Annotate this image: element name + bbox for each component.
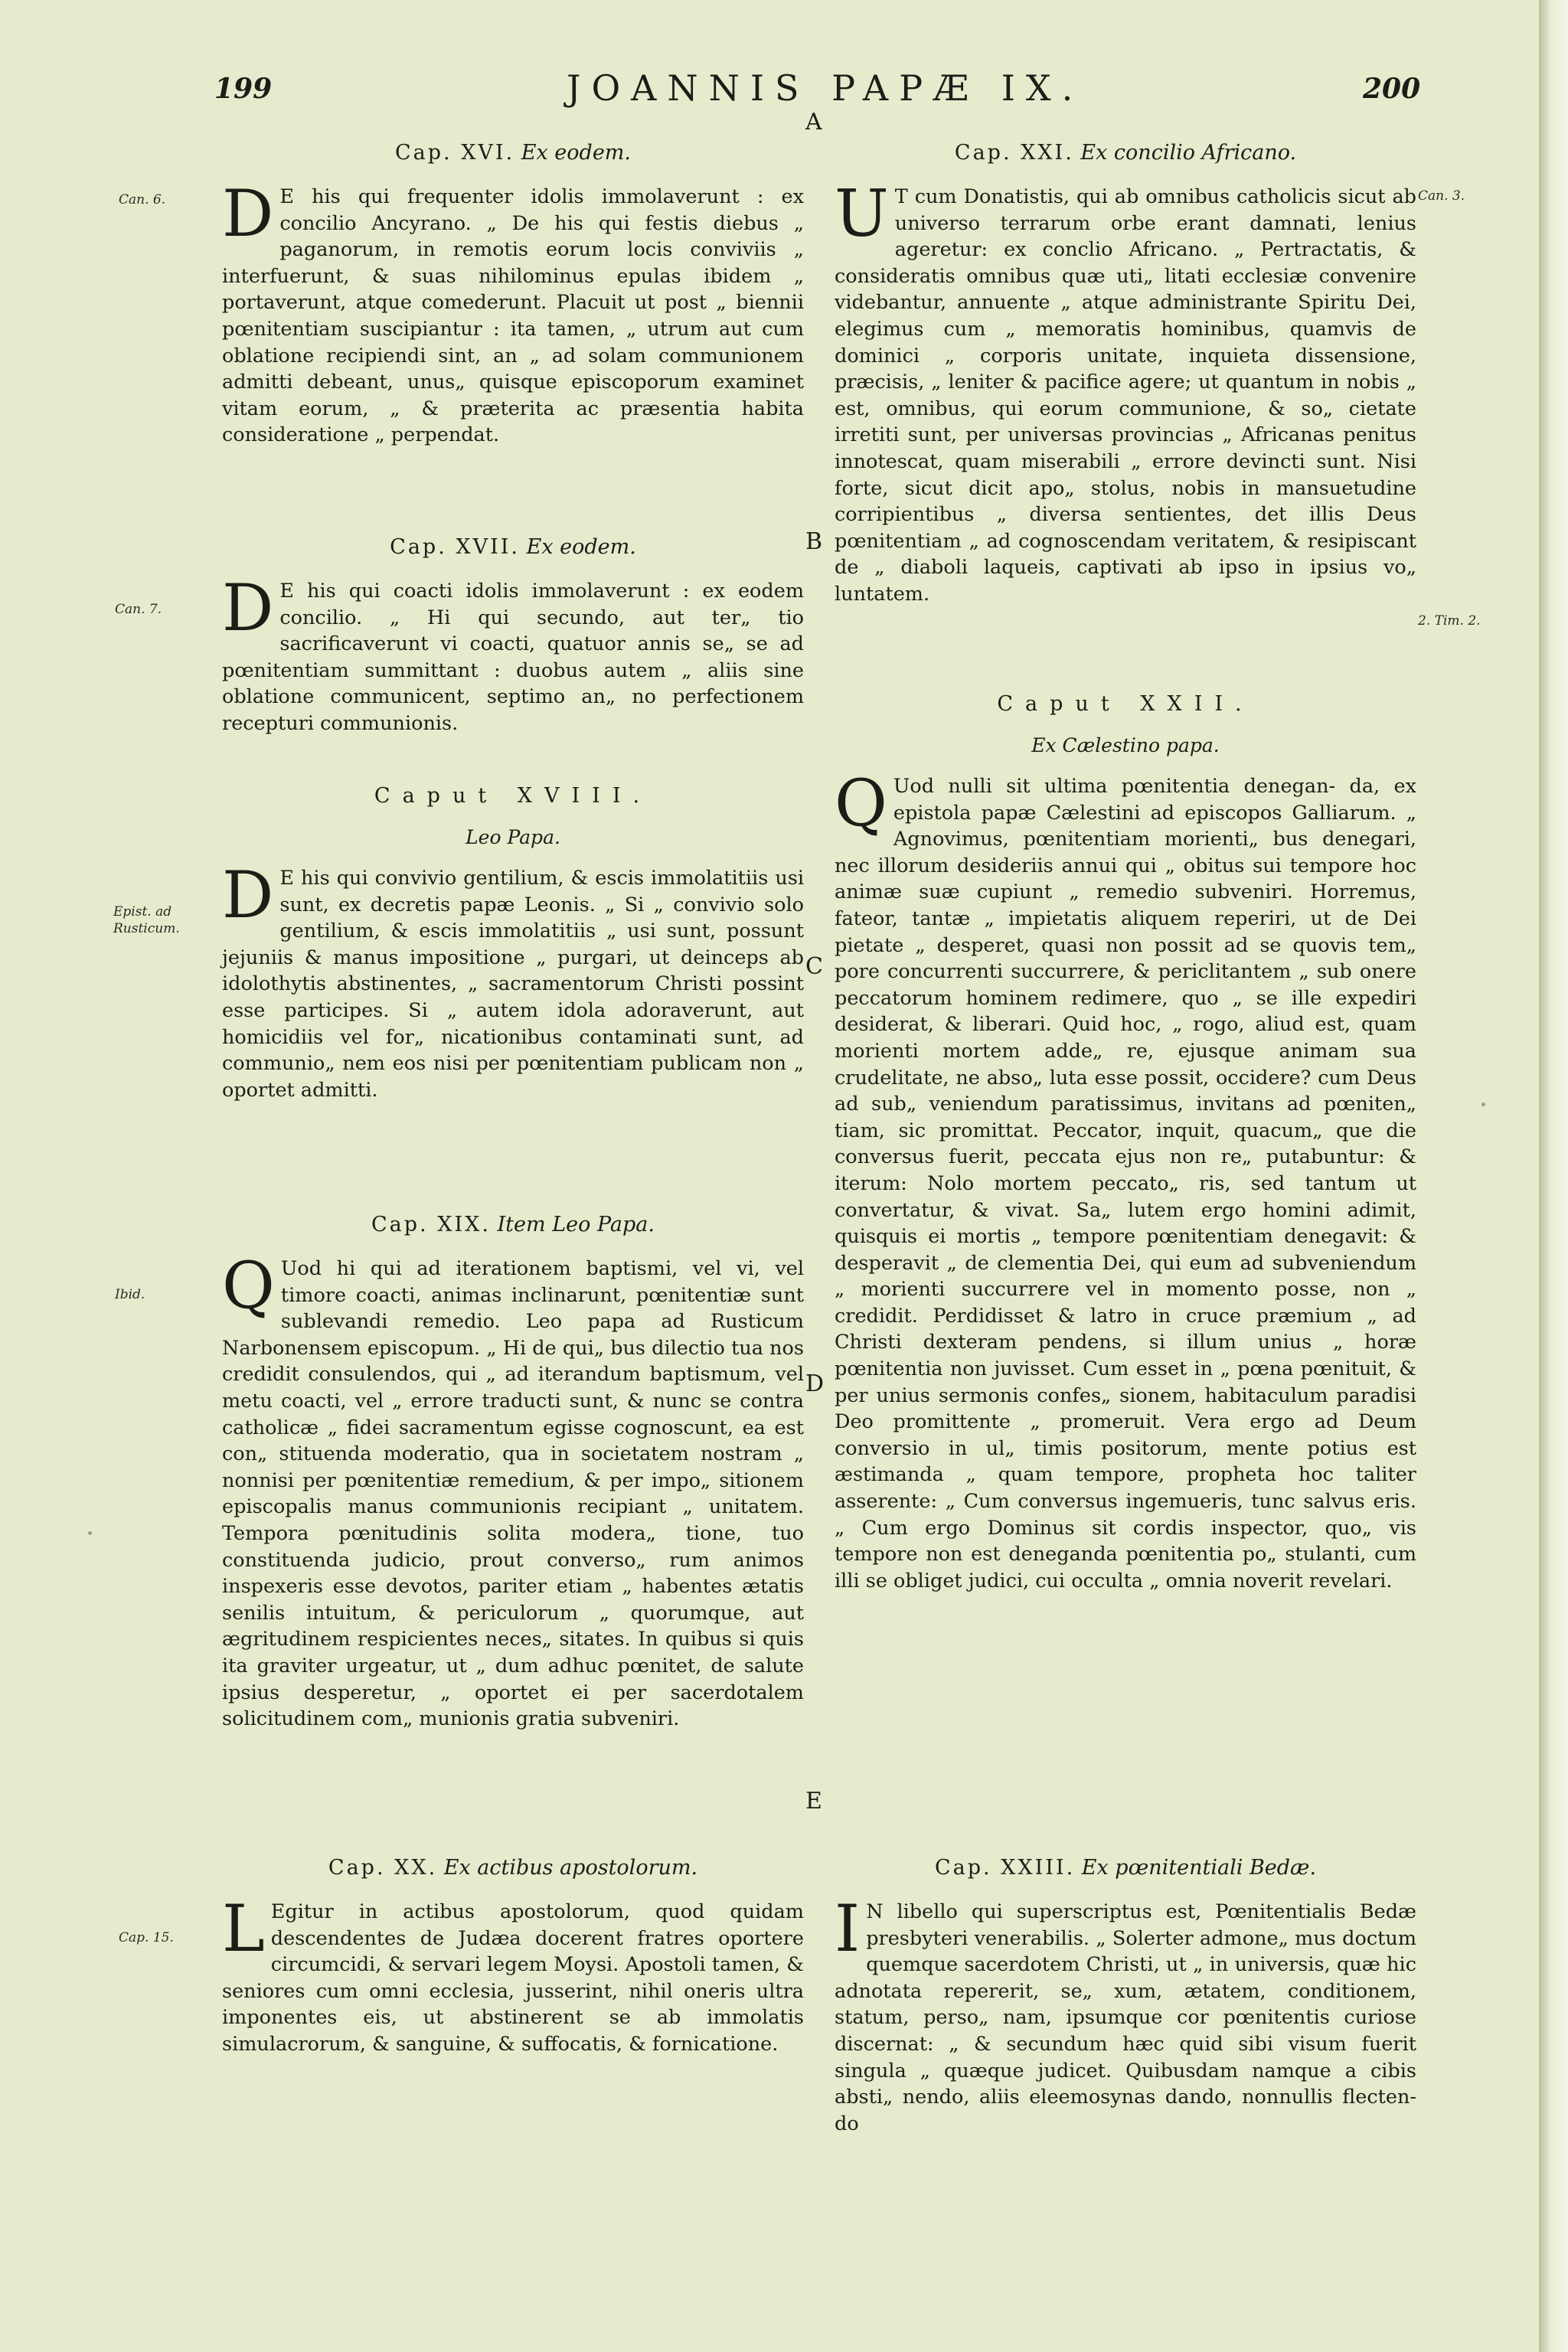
chapter-subheading: Ex Cælestino papa. — [1031, 734, 1220, 756]
chapter-heading: Cap. XVI. Ex eodem. — [395, 141, 631, 165]
chapter-xxiii — [835, 1853, 1416, 2137]
drop-cap: I — [835, 1891, 861, 1966]
chapter-xxi — [835, 138, 1416, 608]
section-marker-e: E — [805, 1788, 822, 1815]
chapter-text: D E his qui convivio gentilium, & escis immolatitiis usi sunt, ex decretis papæ Leonis. „ Si „ convivio solo gentilium, & escis immolatitiis „ usi sunt, possunt jejuniis & manus impositione „ purgari, ut deinceps ab idolothytis abstinentes, „ sacramentorum Christi possint esse participes. Si „ autem idola adoraverunt, aut homicidiis vel for„ nicationibus contaminati sunt, ad communio„ nem eos nisi per pœnitentiam publicam non „ oportet admitti. — [222, 858, 804, 1102]
drop-cap: L — [222, 1891, 265, 1966]
paper-speck — [1481, 1102, 1485, 1106]
margin-note-2-tim: 2. Tim. 2. — [1418, 613, 1481, 629]
chapter-text: Q Uod hi qui ad iterationem baptismi, vel vi, vel timore coacti, animas inclinarunt, pœnitentiæ sunt sublevandi remedio. Leo papa ad Rusticum Narbonensem episcopum. „ Hi de qui„ bus dilectio tua nos credidit consulendos, qui „ ad iterandum baptismum, vel metu coacti, vel „ errore traducti sunt, & nunc se contra catholicæ „ fidei sacramentum egisse cognoscunt, ea est con„ stituenda moderatio, qua in societatem nostram „ nonnisi per pœnitentiæ remedium, & per impo„ sitionem episcopalis manus communionis recipiant „ unitatem. Tempora pœnitudinis solita modera„ tione, tuo constituenda judicio, prout converso„ rum animos inspexeris esse devotos, pariter etiam „ habentes ætatis senilis intuitum, & periculorum „ quorumque, aut ægritudinem respicientes neces„ sitates. In quibus si quis ita graviter urgeatur, ut „ dum adhuc pœnitet, de salute ipsius desperetur, „ oportet ei per sacerdotalem solicitudinem com„ munionis gratia subveniri. — [222, 1248, 804, 1731]
chapter-heading: Cap. XXIII. Ex pœnitentiali Bedæ. — [934, 1856, 1317, 1880]
chapter-heading: Cap. XX. Ex actibus apostolorum. — [328, 1856, 698, 1880]
chapter-heading: Cap. XXI. Ex concilio Africano. — [954, 141, 1297, 165]
chapter-text: D E his qui frequenter idolis immolaverunt : ex concilio Ancyrano. „ De his qui festis diebus „ paganorum, in remotis eorum locis conviviis „ interfuerunt, & suas nihilominus epulas ibidem „ portaverunt, atque comederunt. Placuit ut post „ biennii pœnitentiam suscipiantur : ita tamen, „ utrum aut cum oblatione recipiendi sint, an „ ad solam communionem admitti debeant, unus„ quisque episcoporum examinet vitam eorum, „ & præterita ac præsentia habita consideratione „ perpendat. — [222, 176, 804, 447]
page-number-right: 200 — [1363, 73, 1421, 105]
drop-cap: Q — [835, 766, 887, 841]
chapter-heading: Caput XVIII. — [374, 784, 652, 808]
drop-cap: U — [835, 176, 889, 251]
chapter-text: L Egitur in actibus apostolorum, quod quidam descendentes de Judæa docerent fratres oportere circumcidi, & servari legem Moysi. Apostoli tamen, & seniores cum omni ecclesia, jusserint, nihil oneris ultra imponentes eis, ut abstinerent se ab immolatis simulacrorum, & sanguine, & suffocatis, & fornicatione. — [222, 1891, 804, 2056]
section-marker-d: D — [805, 1370, 825, 1397]
section-marker-b: B — [805, 528, 823, 555]
margin-note-can-3: Can. 3. — [1418, 188, 1465, 204]
drop-cap: D — [222, 858, 274, 933]
chapter-heading: Cap. XVII. Ex eodem. — [390, 535, 636, 559]
margin-note-can-6: Can. 6. — [119, 192, 166, 207]
page-number-left: 199 — [214, 73, 273, 105]
running-title: JOANNIS PAPÆ IX. — [567, 67, 1084, 109]
chapter-subheading: Leo Papa. — [466, 826, 560, 848]
book-binding-edge — [1539, 0, 1568, 2352]
chapter-text: Q Uod nulli sit ultima pœnitentia denegan- da, ex epistola papæ Cælestini ad episcopos Galliarum. „ Agnovimus, pœnitentiam morienti„ bus denegari, nec illorum desideriis annui qui „ obitus sui tempore hoc animæ suæ cupiunt „ remedio subveniri. Horremus, fateor, tantæ „ impietatis aliquem reperiri, ut de Dei pietate „ desperet, quasi non possit ad se quovis tem„ pore concurrenti succurrere, & periclitantem „ sub onere peccatorum hominem redimere, quo „ se ille expediri desiderat, & liberari. Quid hoc, „ rogo, aliud est, quam morienti mortem adde„ re, ejusque animam sua crudelitate, ne abso„ luta esse possit, occidere? cum Deus ad sub„ veniendum paratissimus, invitans ad pœniten„ tiam, sic promittat. Peccator, inquit, quacum„ que die conversus fuerit, peccata ejus non re„ putabuntur: & iterum: Nolo mortem peccato„ ris, sed tantum ut convertatur, & vivat. Sa„ lutem ergo homini adimit, quisquis ei mortis „ tempore pœnitentiam denegavit: & desperavit „ de clementia Dei, qui eum ad subveniendum „ morienti succurrere vel in momento posse, non „ credidit. Perdidisset & latro in cruce præmium „ ad Christi dexteram pendens, si illum unius „ horæ pœnitentia non juvisset. Cum esset in „ pœna pœnituit, & per unius sermonis confes„ sionem, habitaculum paradisi Deo promittente „ promeruit. Vera ergo ad Deum conversio in ul„ timis positorum, mente potius est æstimanda „ quam tempore, propheta hoc taliter asserente: „ Cum conversus ingemueris, tunc salvus eris. „ Cum ergo Dominus sit cordis inspector, quo„ vis tempore non est deneganda pœnitentia po„ stulanti, cum illi se obliget judici, cui occulta „ omnia noverit revelari. — [835, 766, 1416, 1592]
chapter-xx — [222, 1853, 804, 2058]
drop-cap: D — [222, 176, 274, 251]
margin-note-ibid: Ibid. — [115, 1287, 145, 1302]
margin-note-epist: Epist. ad Rusticum. — [113, 904, 180, 936]
margin-note-can-7: Can. 7. — [115, 602, 162, 617]
chapter-text: U T cum Donatistis, qui ab omnibus catholicis sicut ab universo terrarum orbe erant damnati, lenius ageretur: ex conclio Africano. „ Pertractatis, & consideratis omnibus quæ uti„ litati ecclesiæ convenire videbantur, annuente „ atque administrante Spiritu Dei, elegimus cum „ memoratis hominibus, quamvis de dominici „ corporis unitate, inquieta dissensione, præcisis, „ leniter & pacifice agere; ut quantum in nobis „ est, omnibus, qui eorum communione, & so„ cietate irretiti sunt, per universas provincias „ Africanas penitus innotescat, quam miserabili „ errore devincti sunt. Nisi forte, sicut dicit apo„ stolus, nobis in mansuetudine corripientibus „ diversa sentientes, det illis Deus pœnitentiam „ ad cognoscendam veritatem, & resipiscant de „ diaboli laqueis, captivati ab ipso in ipsius vo„ luntatem. — [835, 176, 1416, 606]
chapter-xxii — [835, 689, 1416, 1594]
chapter-xix — [222, 1210, 804, 1733]
drop-cap: Q — [222, 1248, 275, 1323]
chapter-xviii — [222, 781, 804, 1103]
paper-speck — [88, 1531, 92, 1535]
chapter-text: I N libello qui superscriptus est, Pœnitentialis Bedæ presbyteri venerabilis. „ Solerter admone„ mus doctum quemque sacerdotem Christi, ut „ in universis, quæ hic adnotata repererit, se„ xum, ætatem, conditionem, statum, perso„ nam, ipsumque cor pœnitentis curiose discernat: „ & secundum hæc quid sibi visum fuerit singula „ quæque judicet. Quibusdam namque a cibis absti„ nendo, aliis eleemosynas dando, nonnullis flecten- do — [835, 1891, 1416, 2135]
chapter-xvi — [222, 138, 804, 449]
drop-cap: D — [222, 570, 274, 645]
chapter-heading: Caput XXII. — [997, 692, 1254, 716]
section-marker-a: A — [805, 109, 822, 136]
chapter-text: D E his qui coacti idolis immolaverunt : ex eodem concilio. „ Hi qui secundo, aut ter„ tio sacrificaverunt vi coacti, quatuor annis se„ se ad pœnitentiam summittant : duobus autem „ aliis sine oblatione communicent, septimo an„ no perfectionem recepturi communionis. — [222, 570, 804, 735]
margin-note-cap-15: Cap. 15. — [119, 1930, 174, 1945]
chapter-xvii — [222, 532, 804, 737]
section-marker-c: C — [805, 953, 823, 980]
chapter-heading: Cap. XIX. Item Leo Papa. — [371, 1213, 655, 1236]
